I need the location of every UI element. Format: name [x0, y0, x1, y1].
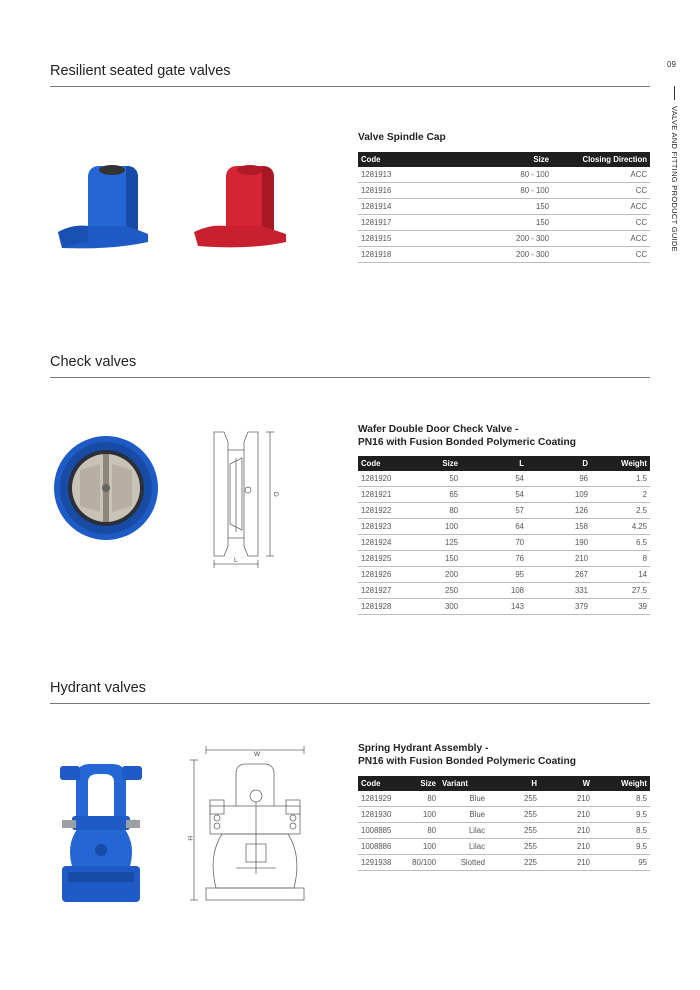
cell-variant: Blue	[439, 807, 488, 823]
cell-weight: 1.5	[591, 471, 650, 487]
cell-code: 1281914	[358, 199, 456, 215]
cell-code: 1281913	[358, 167, 456, 183]
cell-d: 96	[527, 471, 591, 487]
cell-direction: CC	[552, 215, 650, 231]
cell-w: 210	[540, 823, 593, 839]
cell-code: 1281928	[358, 599, 403, 615]
cell-w: 210	[540, 839, 593, 855]
cell-w: 210	[540, 807, 593, 823]
table-title-check-valve: Wafer Double Door Check Valve - PN16 with Fusion Bonded Polymeric Coating	[358, 424, 576, 448]
guide-side-label: VALVE AND FITTING PRODUCT GUIDE	[670, 106, 679, 252]
cell-direction: ACC	[552, 167, 650, 183]
cell-weight: 9.5	[593, 807, 650, 823]
cell-size: 80/100	[399, 855, 439, 871]
col-header: W	[540, 776, 593, 791]
table-title-hydrant: Spring Hydrant Assembly - PN16 with Fusion Bonded Polymeric Coating	[358, 743, 576, 767]
cell-d: 109	[527, 487, 591, 503]
cell-direction: CC	[552, 247, 650, 263]
cell-code: 1291938	[358, 855, 399, 871]
cell-w: 210	[540, 855, 593, 871]
cell-code: 1281927	[358, 583, 403, 599]
cell-h: 255	[488, 823, 540, 839]
check-valve-drawing	[208, 428, 288, 570]
table-row	[358, 839, 650, 855]
cell-l: 54	[461, 471, 527, 487]
table-row	[358, 567, 650, 583]
cell-variant: Lilac	[439, 823, 488, 839]
cell-size: 80	[403, 503, 461, 519]
col-header: Size	[456, 152, 552, 167]
cell-l: 108	[461, 583, 527, 599]
table-row	[358, 791, 650, 807]
cell-size: 250	[403, 583, 461, 599]
cell-size: 150	[456, 215, 552, 231]
red-spindle-cap-image	[190, 160, 292, 260]
cell-l: 143	[461, 599, 527, 615]
cell-weight: 8	[591, 551, 650, 567]
cell-size: 150	[456, 199, 552, 215]
cell-variant: Slotted	[439, 855, 488, 871]
cell-code: 1281918	[358, 247, 456, 263]
table-row	[358, 167, 650, 183]
table-row	[358, 199, 650, 215]
cell-code: 1281921	[358, 487, 403, 503]
cell-h: 255	[488, 839, 540, 855]
cell-code: 1281930	[358, 807, 399, 823]
table-row	[358, 807, 650, 823]
cell-code: 1281926	[358, 567, 403, 583]
table-row	[358, 519, 650, 535]
cell-l: 54	[461, 487, 527, 503]
hydrant-valve-drawing	[180, 744, 312, 904]
cell-code: 1281924	[358, 535, 403, 551]
table-row	[358, 487, 650, 503]
drawing-label-l: L	[234, 557, 238, 564]
side-divider	[674, 86, 675, 100]
col-header: D	[527, 456, 591, 471]
cell-weight: 2.5	[591, 503, 650, 519]
table-row	[358, 583, 650, 599]
cell-size: 80	[399, 823, 439, 839]
check-valve-table	[358, 456, 650, 615]
cell-l: 70	[461, 535, 527, 551]
hydrant-valve-table	[358, 776, 650, 871]
table-row	[358, 599, 650, 615]
cell-code: 1281929	[358, 791, 399, 807]
table-row	[358, 823, 650, 839]
col-header: Code	[358, 456, 403, 471]
cell-size: 80 - 100	[456, 167, 552, 183]
spindle-cap-table	[358, 152, 650, 263]
cell-l: 64	[461, 519, 527, 535]
cell-weight: 9.5	[593, 839, 650, 855]
col-header: Code	[358, 776, 399, 791]
page-number: 09	[667, 60, 676, 69]
cell-d: 331	[527, 583, 591, 599]
cell-weight: 8.5	[593, 823, 650, 839]
cell-d: 267	[527, 567, 591, 583]
cell-w: 210	[540, 791, 593, 807]
col-header: Variant	[439, 776, 488, 791]
section-title-hydrant-valves: Hydrant valves	[50, 680, 146, 696]
cell-weight: 95	[593, 855, 650, 871]
table-row	[358, 183, 650, 199]
cell-size: 100	[399, 807, 439, 823]
cell-weight: 4.25	[591, 519, 650, 535]
cell-d: 158	[527, 519, 591, 535]
cell-direction: CC	[552, 183, 650, 199]
cell-d: 379	[527, 599, 591, 615]
cell-l: 76	[461, 551, 527, 567]
cell-size: 80	[399, 791, 439, 807]
table-row	[358, 231, 650, 247]
cell-variant: Lilac	[439, 839, 488, 855]
cell-l: 95	[461, 567, 527, 583]
cell-code: 1008885	[358, 823, 399, 839]
cell-size: 100	[403, 519, 461, 535]
cell-size: 150	[403, 551, 461, 567]
cell-size: 200 - 300	[456, 231, 552, 247]
cell-weight: 8.5	[593, 791, 650, 807]
cell-code: 1281916	[358, 183, 456, 199]
cell-d: 126	[527, 503, 591, 519]
drawing-label-d: D	[272, 492, 279, 497]
cell-h: 225	[488, 855, 540, 871]
cell-h: 255	[488, 791, 540, 807]
col-header: Size	[399, 776, 439, 791]
table-row	[358, 535, 650, 551]
cell-d: 210	[527, 551, 591, 567]
col-header: Weight	[593, 776, 650, 791]
cell-size: 80 - 100	[456, 183, 552, 199]
cell-code: 1281922	[358, 503, 403, 519]
cell-weight: 2	[591, 487, 650, 503]
drawing-label-w: W	[254, 751, 261, 758]
cell-direction: ACC	[552, 199, 650, 215]
col-header: L	[461, 456, 527, 471]
cell-code: 1008886	[358, 839, 399, 855]
cell-size: 300	[403, 599, 461, 615]
section-title-check-valves: Check valves	[50, 354, 137, 370]
check-valve-photo	[52, 434, 160, 542]
col-header: Code	[358, 152, 456, 167]
table-row	[358, 247, 650, 263]
table-row	[358, 471, 650, 487]
cell-code: 1281925	[358, 551, 403, 567]
col-header: Weight	[591, 456, 650, 471]
table-row	[358, 215, 650, 231]
hydrant-valve-photo	[56, 758, 146, 904]
table-row	[358, 855, 650, 871]
table-title-spindle-cap: Valve Spindle Cap	[358, 132, 446, 143]
cell-code: 1281917	[358, 215, 456, 231]
col-header: Closing Direction	[552, 152, 650, 167]
cell-size: 200 - 300	[456, 247, 552, 263]
col-header: H	[488, 776, 540, 791]
cell-weight: 27.5	[591, 583, 650, 599]
cell-variant: Blue	[439, 791, 488, 807]
section-divider	[50, 703, 650, 704]
table-row	[358, 551, 650, 567]
col-header: Size	[403, 456, 461, 471]
cell-size: 125	[403, 535, 461, 551]
cell-l: 57	[461, 503, 527, 519]
cell-size: 50	[403, 471, 461, 487]
cell-code: 1281923	[358, 519, 403, 535]
cell-weight: 39	[591, 599, 650, 615]
cell-size: 100	[399, 839, 439, 855]
cell-size: 200	[403, 567, 461, 583]
cell-size: 65	[403, 487, 461, 503]
cell-weight: 6.5	[591, 535, 650, 551]
section-divider	[50, 377, 650, 378]
cell-code: 1281920	[358, 471, 403, 487]
section-title-gate-valves: Resilient seated gate valves	[50, 63, 231, 79]
table-row	[358, 503, 650, 519]
cell-d: 190	[527, 535, 591, 551]
drawing-label-h: H	[186, 836, 193, 841]
section-divider	[50, 86, 650, 87]
cell-h: 255	[488, 807, 540, 823]
cell-code: 1281915	[358, 231, 456, 247]
cell-weight: 14	[591, 567, 650, 583]
cell-direction: ACC	[552, 231, 650, 247]
blue-spindle-cap-image	[52, 160, 154, 260]
